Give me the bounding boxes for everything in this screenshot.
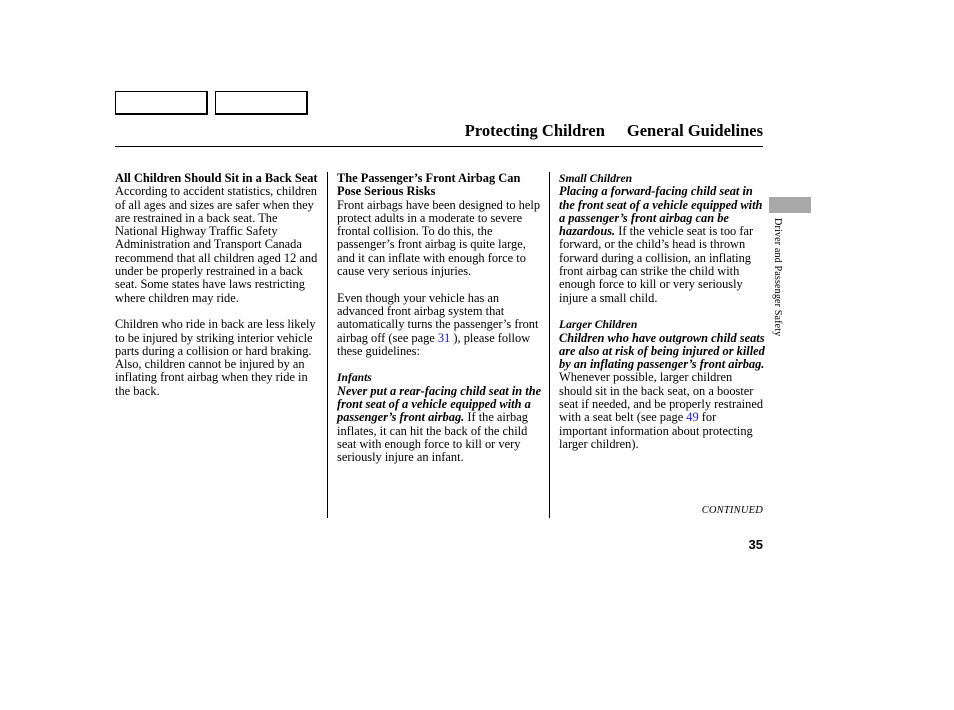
section-title: Protecting Children: [464, 121, 605, 140]
nav-button-next[interactable]: [215, 91, 308, 115]
column-divider: [327, 172, 328, 518]
back-seat-heading: All Children Should Sit in a Back Seat: [115, 171, 318, 185]
small-children-warning: Placing a forward-facing child seat in the front seat of a vehicle equipped with a passenger’s front airbag can be hazardous.: [559, 184, 763, 239]
airbag-system-text: Even though your vehicle has an advanced front airbag system that automatically turns the passenger’s front airbag off (see page: [337, 290, 539, 345]
nav-button-previous[interactable]: [115, 91, 208, 115]
header-divider: [115, 146, 763, 147]
small-children-heading: Small Children: [559, 172, 633, 185]
larger-children-text-end: for important information about protecting larger children).: [559, 410, 753, 451]
infants-text: If the airbag inflates, it can hit the back of the child seat with enough force to kill or very seriously injure an infant.: [337, 410, 528, 465]
airbag-risk-paragraph: Front airbags have been designed to help protect adults in a moderate to severe frontal collision. To do this, the passenger’s front airbag is quite large, and it can inflate with enough force to cause very serious injuries.: [337, 197, 541, 279]
page-31-link[interactable]: 31: [437, 330, 451, 345]
small-children-paragraph: [559, 185, 765, 305]
column-airbag-risks: [337, 172, 543, 465]
page-title: [465, 121, 763, 141]
column-children-ages: [559, 172, 765, 451]
airbag-risk-heading: The Passenger’s Front Airbag Can Pose Serious Risks: [337, 171, 521, 199]
page-49-link[interactable]: 49: [686, 410, 699, 425]
small-children-text: If the vehicle seat is too far forward, or the child’s head is thrown forward during a collision, an inflating front airbag can strike the child with enough force to kill or very seriously injure a small child.: [559, 224, 754, 305]
airbag-system-text-end: ), please follow these guidelines:: [337, 330, 531, 358]
continued-label: CONTINUED: [701, 505, 763, 516]
larger-children-warning: Children who have outgrown child seats are also at risk of being injured or killed by an inflating passenger’s front airbag.: [559, 330, 765, 372]
larger-children-heading: Larger Children: [559, 318, 638, 332]
airbag-system-paragraph: [337, 292, 543, 358]
infants-paragraph: [337, 385, 543, 465]
spacer: [115, 305, 320, 318]
section-tab-marker[interactable]: [769, 197, 811, 213]
larger-children-text: Whenever possible, larger children should sit in the back seat, on a booster seat if needed, and be properly restrained with a seat belt (see page: [559, 370, 764, 425]
back-seat-paragraph: According to accident statistics, children of all ages and sizes are safer when they are restrained in a back seat. The National Highway Traffic Safety Administration and Transport Canada recommend that all children aged 12 and under be properly restrained in a back seat. Some states have laws restricting where children may ride.: [115, 184, 318, 305]
subsection-title: General Guidelines: [626, 121, 763, 140]
column-back-seat: [115, 172, 320, 398]
spacer: [337, 278, 543, 291]
infants-warning: Never put a rear-facing child seat in the front seat of a vehicle equipped with a passenger’s front airbag.: [337, 383, 542, 425]
section-tab-label: Driver and Passenger Safety: [772, 218, 783, 337]
column-divider: [549, 172, 550, 518]
spacer: [559, 305, 765, 318]
infants-heading: Infants: [337, 371, 372, 385]
spacer: [337, 358, 543, 371]
larger-children-paragraph: [559, 332, 765, 452]
back-seat-paragraph-2: Children who ride in back are less likely to be injured by striking interior vehicle parts during a collision or hard braking. Also, children cannot be injured by an inflating front airbag when they ride in the back.: [115, 317, 316, 398]
page-number: 35: [748, 537, 763, 552]
